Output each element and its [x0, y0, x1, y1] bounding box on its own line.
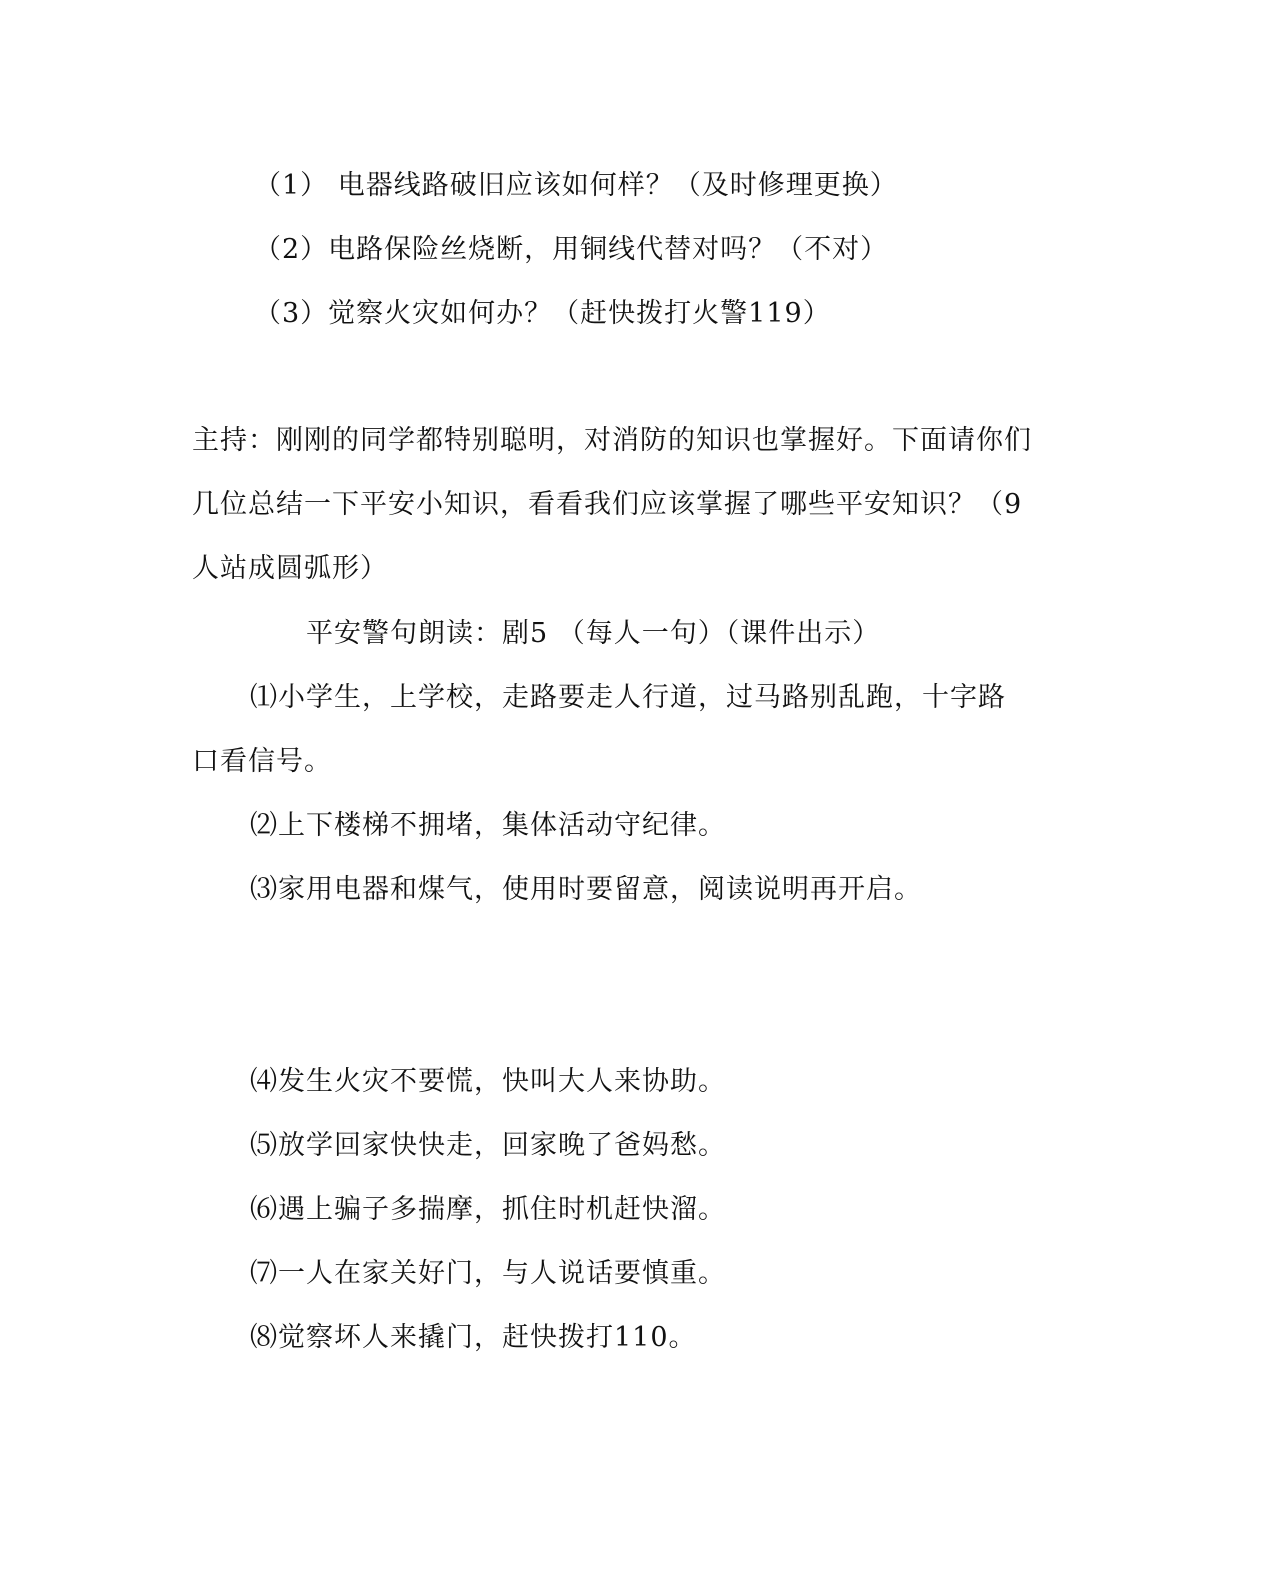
slogan-item-7: ⑺一人在家关好门，与人说话要慎重。	[250, 1258, 726, 1289]
question-1: （1） 电器线路破旧应该如何样？（及时修理更换）	[254, 170, 898, 201]
question-3: （3）觉察火灾如何办？（赶快拨打火警119）	[254, 298, 831, 329]
slogan-item-5: ⑸放学回家快快走，回家晚了爸妈愁。	[250, 1130, 726, 1161]
host-line-1: 主持：刚刚的同学都特别聪明，对消防的知识也掌握好。下面请你们	[192, 425, 1032, 456]
host-paragraph	[192, 409, 1062, 601]
slogan-item-4: ⑷发生火灾不要慌，快叫大人来协助。	[250, 1066, 726, 1097]
slogan-item-6: ⑹遇上骗子多揣摩，抓住时机赶快溜。	[250, 1194, 726, 1225]
slogan-item-2: ⑵上下楼梯不拥堵，集体活动守纪律。	[250, 810, 726, 841]
host-line-2: 几位总结一下平安小知识，看看我们应该掌握了哪些平安知识？（9	[192, 489, 1023, 520]
slogan-item-1-line-1: ⑴小学生，上学校，走路要走人行道，过马路别乱跑，十字路	[250, 682, 1006, 713]
slogan-item-3: ⑶家用电器和煤气，使用时要留意，阅读说明再开启。	[250, 874, 922, 905]
slogan-item-1-line-2: 口看信号。	[192, 746, 332, 777]
slogan-item-8: ⑻觉察坏人来撬门，赶快拨打110。	[250, 1322, 697, 1353]
question-2: （2）电路保险丝烧断，用铜线代替对吗？（不对）	[254, 234, 889, 265]
slogan-heading: 平安警句朗读：剧5 （每人一句）（课件出示）	[306, 618, 881, 649]
host-line-3: 人站成圆弧形）	[192, 553, 388, 584]
